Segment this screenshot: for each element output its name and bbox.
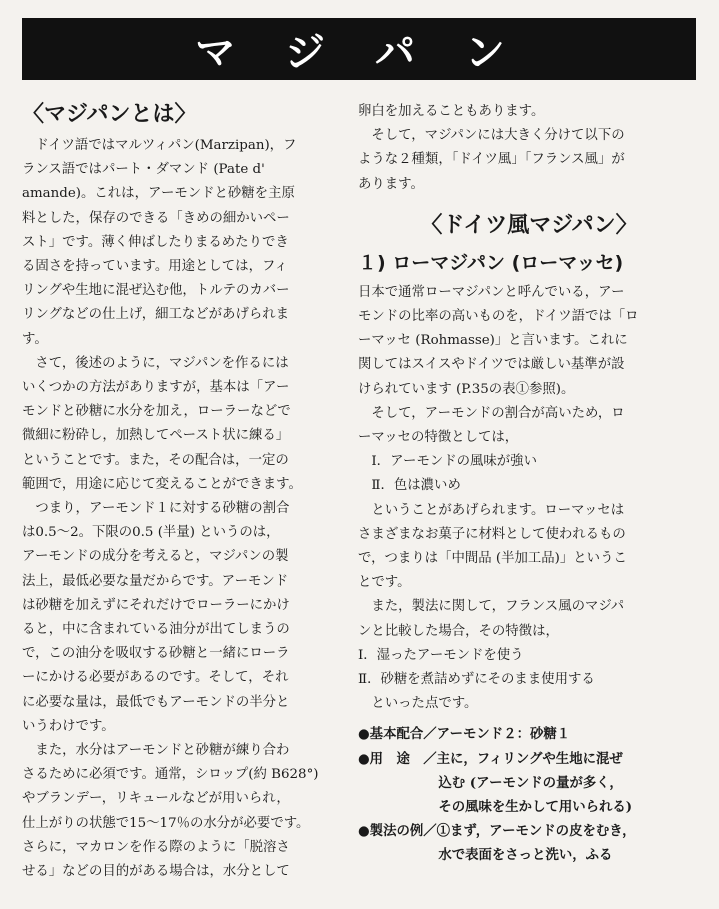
right-column [358, 100, 700, 868]
note-line: ●基本配合／アーモンド２：砂糖１ [358, 726, 571, 743]
text-line: あります。 [358, 176, 424, 192]
text-line: さらに，マカロンを作る際のように「脱溶さ [22, 839, 290, 855]
text-line: いうわけです。 [22, 718, 115, 734]
text-line: Ⅱ．色は濃いめ [358, 478, 461, 494]
text-line: 関してはスイスやドイツでは厳しい基準が設 [358, 357, 625, 373]
note-line: ●製法の例／①まず，アーモンドの皮をむき， [358, 823, 636, 840]
text-line: ということがあげられます。ローマッセは [358, 502, 625, 518]
note-line: その風味を生かして用いられる) [358, 799, 633, 816]
text-line: さるために必須です。通常，シロップ(約 B628°) [22, 767, 319, 783]
text-line: Ⅰ．湿ったアーモンドを使う [358, 647, 524, 663]
text-line: ということです。また，その配合は，一定の [22, 452, 289, 468]
note-line: 水で表面をさっと洗い，ふる [358, 847, 613, 864]
text-line: いくつかの方法がありますが，基本は「アー [22, 380, 290, 396]
text-line: は0.5〜2。下限の0.5 (半量) というのは， [22, 525, 280, 541]
text-line: といった点です。 [358, 696, 478, 712]
right-intro-text [358, 100, 700, 197]
text-line: に必要な量は，最低でもアーモンドの半分と [22, 694, 290, 710]
text-line: つまり，アーモンド１に対する砂糖の割合 [22, 501, 290, 517]
text-line: で，つまりは「中間品 (半加工品)」というこ [358, 551, 627, 567]
text-line: amande)。これは，アーモンドと砂糖を主原 [22, 186, 295, 202]
text-line: 範囲で，用途に応じて変えることができます。 [22, 476, 302, 492]
text-line: スト」です。薄く伸ばしたりまるめたりでき [22, 234, 289, 250]
text-line: また，製法に関して，フランス風のマジパ [358, 599, 625, 615]
text-line: アーモンドの成分を考えると，マジパンの製 [22, 549, 289, 565]
text-line: で，この油分を吸収する砂糖と一緒にローラ [22, 646, 290, 662]
page-title-banner [22, 18, 696, 80]
text-line: す。 [22, 331, 48, 347]
text-line: 日本で通常ローマジパンと呼んでいる，アー [358, 284, 625, 300]
text-line: そして，マジパンには大きく分けて以下の [358, 128, 625, 144]
note-line: ●用 途 ／主に，フィリングや生地に混ぜ [358, 750, 623, 767]
text-line: モンドと砂糖に水分を加え，ローラーなどで [22, 404, 291, 420]
text-line: そして，アーモンドの割合が高いため，ロ [358, 405, 625, 421]
text-line: は砂糖を加えずにそれだけでローラーにかけ [22, 597, 290, 613]
text-line: リングや生地に混ぜ込む他，トルテのカバー [22, 283, 290, 299]
text-line: さて，後述のように，マジパンを作るには [22, 355, 289, 371]
text-line: ーにかける必要があるのです。そして，それ [22, 670, 289, 686]
page-title: マ ジ パ ン [195, 29, 523, 76]
text-line: けられています (P.35の表①参照)。 [358, 381, 575, 397]
text-line: リングなどの仕上げ，細工などがあげられま [22, 307, 290, 323]
text-line: 卵白を加えることもあります。 [358, 104, 545, 119]
text-line: ランス語ではパート・ダマンド (Pate d' [22, 162, 265, 178]
text-line: ような２種類，「ドイツ風」「フランス風」が [358, 152, 625, 168]
text-line: Ⅱ．砂糖を煮詰めずにそのまま使用する [358, 672, 595, 688]
text-line: る固さを持っています。用途としては，フィ [22, 259, 288, 275]
note-line: 込む (アーモンドの量が多く， [358, 774, 623, 791]
text-line: せる」などの目的がある場合は，水分として [22, 864, 290, 880]
text-line: ンと比較した場合，その特徴は， [358, 623, 559, 639]
text-line: ーマッセの特徴としては， [358, 430, 519, 446]
text-line: 料とした，保存のできる「きめの細かいペー [22, 210, 290, 226]
text-line: Ⅰ．アーモンドの風味が強い [358, 454, 537, 470]
text-line: やブランデー，リキュールなどが用いられ， [22, 791, 290, 807]
text-line: 微細に粉砕し，加熱してペースト状に練る」 [22, 428, 290, 444]
text-line: ドイツ語ではマルツィパン(Marzipan)，フ [22, 138, 297, 153]
text-line: 仕上がりの状態で15〜17％の水分が必要です。 [22, 815, 310, 831]
section-heading-german-marzipan: 〈ドイツ風マジパン〉 [420, 212, 638, 238]
section-heading-what-is-marzipan: 〈マジパンとは〉 [22, 102, 197, 127]
left-body-text [22, 134, 344, 884]
text-line: モンドの比率の高いものを，ドイツ語では「ロ [358, 309, 639, 325]
recipe-notes [358, 722, 700, 867]
subsection-heading-raw-marzipan: １) ローマジパン (ローマッセ) [358, 251, 624, 274]
text-line: また，水分はアーモンドと砂糖が練り合わ [22, 743, 290, 759]
right-body-text [358, 281, 700, 717]
text-line: とです。 [358, 575, 411, 591]
text-line: ると，中に含まれている油分が出てしまうの [22, 622, 290, 638]
left-column [22, 100, 344, 884]
text-line: さまざまなお菓子に材料として使われるもの [358, 526, 626, 542]
text-line: 法上，最低必要な量だからです。アーモンド [22, 573, 289, 589]
text-line: ーマッセ (Rohmasse)」と言います。これに [358, 333, 628, 349]
